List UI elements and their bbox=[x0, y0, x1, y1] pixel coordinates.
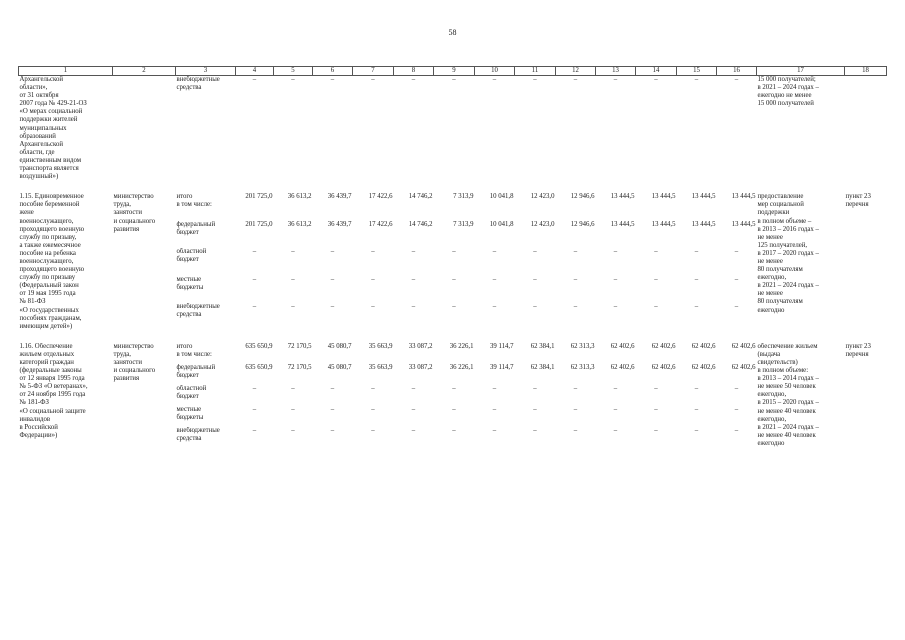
funding-value-cell: – bbox=[452, 303, 456, 311]
column-number-cell: 2 bbox=[113, 67, 176, 76]
executor-cell: министерство труда, занятости и социального развития bbox=[113, 342, 156, 383]
funding-value-cell: 36 613,2 bbox=[287, 220, 312, 228]
column-number-cell: 14 bbox=[636, 67, 677, 76]
funding-value-cell: – bbox=[734, 384, 739, 392]
funding-value-cell: 39 114,7 bbox=[489, 363, 514, 371]
funding-value-cell: 35 663,9 bbox=[368, 363, 393, 371]
funding-source-label: итого в том числе: bbox=[176, 193, 212, 209]
funding-value-cell: – bbox=[654, 426, 658, 434]
funding-value-cell: – bbox=[492, 275, 497, 283]
funding-value-cell: 201 725,0 bbox=[245, 193, 273, 201]
funding-value-cell: – bbox=[291, 76, 295, 83]
funding-value-cell: 62 313,3 bbox=[570, 363, 595, 371]
column-number-cell: 13 bbox=[596, 67, 636, 76]
indicator-cell: обеспечение жильем (выдача свидетельств) в полном объеме: в 2013 – 2014 годах – не менее 50 человек ежегодно, в 2015 – 2020 годах – не менее 40 человек ежегодно, в 2021 – 2024 годах – не менее 40 человек ежегодно bbox=[757, 342, 819, 447]
funding-value-cell: 13 444,5 bbox=[731, 220, 756, 228]
column-number-cell: 8 bbox=[394, 67, 434, 76]
funding-value-cell: – bbox=[654, 405, 658, 413]
measure-name-cell: 1.15. Единовременное пособие беременной жене военнослужащего, проходящего военную службу по призыву, а также ежемесячное пособие на ребенка военнослужащего, проходящего военную службу по призыву (Федеральный закон от 19 мая 1995 года № 81-ФЗ «О государственных пособиях гражданам, имеющим детей») bbox=[19, 193, 85, 330]
funding-value-cell: – bbox=[252, 248, 257, 256]
table-row bbox=[19, 343, 887, 364]
funding-value-cell: 635 650,9 bbox=[245, 342, 273, 350]
row-spacer bbox=[19, 181, 887, 193]
funding-value-cell: 36 226,1 bbox=[449, 363, 474, 371]
funding-value-cell: 13 444,5 bbox=[610, 193, 635, 201]
funding-value-cell: – bbox=[533, 384, 537, 392]
funding-value-cell: – bbox=[291, 303, 295, 311]
funding-value-cell: – bbox=[533, 426, 537, 434]
funding-source-label: федеральный бюджет bbox=[176, 363, 216, 379]
funding-value-cell: 13 444,5 bbox=[651, 193, 676, 201]
funding-value-cell: – bbox=[452, 76, 456, 83]
page-number: 58 bbox=[448, 28, 457, 37]
funding-source-label: внебюджетные средства bbox=[176, 426, 220, 443]
funding-value-cell: – bbox=[371, 275, 375, 283]
funding-value-cell: – bbox=[573, 248, 578, 256]
funding-value-cell: 62 402,6 bbox=[731, 342, 756, 350]
funding-value-cell: – bbox=[492, 76, 497, 83]
funding-value-cell: – bbox=[694, 384, 699, 392]
funding-value-cell: 10 041,8 bbox=[489, 193, 514, 201]
funding-value-cell: – bbox=[330, 248, 335, 256]
funding-source-label: внебюджетные средства bbox=[176, 76, 220, 92]
funding-value-cell: – bbox=[533, 405, 537, 413]
funding-value-cell: – bbox=[330, 76, 335, 83]
funding-value-cell: – bbox=[694, 303, 699, 311]
funding-value-cell: – bbox=[533, 248, 537, 256]
funding-value-cell: – bbox=[573, 405, 578, 413]
funding-source-label: федеральный бюджет bbox=[176, 220, 216, 236]
funding-value-cell: 33 087,2 bbox=[408, 342, 433, 350]
funding-value-cell: – bbox=[613, 384, 618, 392]
funding-value-cell: 36 226,1 bbox=[449, 342, 474, 350]
column-number-cell: 3 bbox=[176, 67, 236, 76]
column-number-cell: 1 bbox=[19, 67, 113, 76]
column-number-cell: 17 bbox=[757, 67, 845, 76]
funding-value-cell: – bbox=[573, 275, 578, 283]
column-number-cell: 11 bbox=[515, 67, 556, 76]
funding-value-cell: 36 439,7 bbox=[327, 193, 352, 201]
funding-value-cell: – bbox=[492, 303, 497, 311]
funding-value-cell: – bbox=[411, 303, 416, 311]
funding-source-label: местные бюджеты bbox=[176, 275, 204, 291]
funding-value-cell: – bbox=[654, 76, 658, 83]
funding-value-cell: 13 444,5 bbox=[651, 220, 676, 228]
reference-cell: пункт 23 перечня bbox=[845, 193, 871, 209]
funding-value-cell: – bbox=[654, 384, 658, 392]
funding-value-cell: – bbox=[291, 384, 295, 392]
column-number-cell: 4 bbox=[236, 67, 274, 76]
funding-value-cell: – bbox=[613, 405, 618, 413]
funding-value-cell: – bbox=[452, 384, 456, 392]
funding-value-cell: 12 946,6 bbox=[570, 193, 595, 201]
reference-cell: пункт 23 перечня bbox=[845, 342, 871, 358]
funding-value-cell: 45 080,7 bbox=[327, 342, 352, 350]
funding-value-cell: – bbox=[291, 426, 295, 434]
funding-value-cell: 62 384,1 bbox=[530, 363, 555, 371]
funding-value-cell: – bbox=[573, 76, 578, 83]
funding-value-cell: – bbox=[694, 76, 699, 83]
funding-value-cell: – bbox=[734, 76, 739, 83]
column-number-cell: 5 bbox=[274, 67, 313, 76]
indicator-cell: 15 000 получателей; в 2021 – 2024 годах – ежегодно не менее 15 000 получателей bbox=[757, 76, 819, 108]
funding-value-cell: 62 313,3 bbox=[570, 342, 595, 350]
funding-source-label: областной бюджет bbox=[176, 248, 207, 264]
funding-value-cell: – bbox=[452, 405, 456, 413]
reference-cell bbox=[845, 76, 887, 182]
funding-value-cell: 201 725,0 bbox=[245, 220, 273, 228]
funding-value-cell: – bbox=[573, 384, 578, 392]
funding-value-cell: – bbox=[613, 303, 618, 311]
funding-value-cell: 72 170,5 bbox=[287, 342, 312, 350]
funding-value-cell: 14 746,2 bbox=[408, 220, 433, 228]
funding-value-cell: – bbox=[330, 303, 335, 311]
funding-value-cell: – bbox=[291, 248, 295, 256]
funding-value-cell: – bbox=[452, 275, 456, 283]
funding-value-cell: – bbox=[411, 275, 416, 283]
column-number-header-row bbox=[19, 67, 887, 76]
funding-value-cell: – bbox=[252, 275, 257, 283]
funding-value-cell: 62 384,1 bbox=[530, 342, 555, 350]
funding-value-cell: – bbox=[291, 405, 295, 413]
funding-value-cell: – bbox=[411, 405, 416, 413]
column-number-cell: 6 bbox=[313, 67, 353, 76]
funding-value-cell: – bbox=[252, 384, 257, 392]
funding-value-cell: 62 402,6 bbox=[651, 363, 676, 371]
funding-value-cell: 17 422,6 bbox=[368, 220, 393, 228]
funding-value-cell: – bbox=[734, 248, 739, 256]
spacer-cell bbox=[19, 331, 887, 343]
funding-value-cell: 7 313,9 bbox=[453, 220, 474, 228]
funding-value-cell: – bbox=[371, 405, 375, 413]
funding-value-cell: – bbox=[371, 426, 375, 434]
funding-value-cell: – bbox=[252, 303, 257, 311]
funding-value-cell: 12 423,0 bbox=[530, 193, 555, 201]
funding-value-cell: 13 444,5 bbox=[610, 220, 635, 228]
funding-value-cell: – bbox=[654, 248, 658, 256]
funding-value-cell: – bbox=[533, 303, 537, 311]
indicator-cell: предоставление мер социальной поддержки в полном объеме – в 2013 – 2016 годах – не менее 125 получателей, в 2017 – 2020 годах – не менее 80 получателям ежегодно, в 2021 – 2024 годах – не менее 80 получателям ежегодно bbox=[757, 193, 819, 314]
funding-value-cell: 62 402,6 bbox=[691, 363, 716, 371]
funding-value-cell: – bbox=[330, 275, 335, 283]
funding-value-cell: 13 444,5 bbox=[691, 193, 716, 201]
funding-source-label: итого в том числе: bbox=[176, 342, 212, 358]
funding-value-cell: – bbox=[613, 76, 618, 83]
funding-value-cell: 72 170,5 bbox=[287, 363, 312, 371]
funding-value-cell: 14 746,2 bbox=[408, 193, 433, 201]
funding-value-cell: – bbox=[734, 303, 739, 311]
table-row bbox=[19, 76, 887, 182]
funding-value-cell: – bbox=[654, 303, 658, 311]
funding-value-cell: – bbox=[411, 426, 416, 434]
funding-value-cell: 33 087,2 bbox=[408, 363, 433, 371]
column-number-cell: 15 bbox=[677, 67, 717, 76]
funding-value-cell: – bbox=[371, 76, 375, 83]
funding-value-cell: – bbox=[573, 303, 578, 311]
funding-value-cell: – bbox=[252, 405, 257, 413]
column-number-cell: 10 bbox=[475, 67, 515, 76]
funding-value-cell: 36 613,2 bbox=[287, 193, 312, 201]
funding-value-cell: 62 402,6 bbox=[651, 342, 676, 350]
funding-value-cell: 45 080,7 bbox=[327, 363, 352, 371]
funding-value-cell: 13 444,5 bbox=[731, 193, 756, 201]
funding-source-label: внебюджетные средства bbox=[176, 303, 220, 319]
funding-value-cell: 635 650,9 bbox=[245, 363, 273, 371]
funding-value-cell: – bbox=[330, 384, 335, 392]
funding-value-cell: 17 422,6 bbox=[368, 193, 393, 201]
funding-value-cell: – bbox=[330, 405, 335, 413]
column-number-cell: 18 bbox=[845, 67, 887, 76]
funding-value-cell: 62 402,6 bbox=[610, 342, 635, 350]
column-number-cell: 7 bbox=[353, 67, 394, 76]
funding-value-cell: 13 444,5 bbox=[691, 220, 716, 228]
funding-value-cell: – bbox=[411, 76, 416, 83]
funding-value-cell: 39 114,7 bbox=[489, 342, 514, 350]
funding-value-cell: – bbox=[694, 426, 699, 434]
funding-value-cell: 7 313,9 bbox=[453, 193, 474, 201]
funding-value-cell: – bbox=[452, 248, 456, 256]
column-number-cell: 16 bbox=[717, 67, 757, 76]
funding-value-cell: – bbox=[371, 384, 375, 392]
funding-value-cell: – bbox=[371, 303, 375, 311]
funding-value-cell: – bbox=[613, 248, 618, 256]
funding-value-cell: – bbox=[252, 76, 257, 83]
funding-value-cell: – bbox=[734, 405, 739, 413]
funding-value-cell: – bbox=[694, 405, 699, 413]
funding-value-cell: – bbox=[411, 384, 416, 392]
funding-value-cell: – bbox=[694, 275, 699, 283]
funding-value-cell: – bbox=[573, 426, 578, 434]
executor-cell bbox=[113, 76, 176, 182]
funding-value-cell: – bbox=[533, 76, 537, 83]
spacer-cell bbox=[19, 181, 887, 193]
funding-value-cell: – bbox=[734, 426, 739, 434]
table-row bbox=[19, 193, 887, 221]
funding-value-cell: 62 402,6 bbox=[731, 363, 756, 371]
row-spacer bbox=[19, 331, 887, 343]
funding-value-cell: – bbox=[492, 426, 497, 434]
funding-value-cell: – bbox=[533, 275, 537, 283]
funding-value-cell: – bbox=[613, 275, 618, 283]
funding-value-cell: – bbox=[492, 384, 497, 392]
program-table bbox=[18, 66, 887, 448]
funding-value-cell: 62 402,6 bbox=[610, 363, 635, 371]
funding-value-cell: – bbox=[291, 275, 295, 283]
funding-source-label: местные бюджеты bbox=[176, 405, 204, 421]
funding-value-cell: 12 946,6 bbox=[570, 220, 595, 228]
funding-value-cell: – bbox=[613, 426, 618, 434]
funding-value-cell: – bbox=[411, 248, 416, 256]
funding-value-cell: – bbox=[492, 405, 497, 413]
funding-value-cell: – bbox=[371, 248, 375, 256]
funding-value-cell: 10 041,8 bbox=[489, 220, 514, 228]
measure-name-cell: 1.16. Обеспечение жильем отдельных категорий граждан (федеральные законы от 12 января 1995 года № 5-ФЗ «О ветеранах», от 24 ноября 1995 года № 181-ФЗ «О социальной защите инвалидов в Российской Федерации») bbox=[19, 342, 88, 439]
executor-cell: министерство труда, занятости и социального развития bbox=[113, 193, 156, 233]
funding-value-cell: 35 663,9 bbox=[368, 342, 393, 350]
funding-value-cell: – bbox=[330, 426, 335, 434]
funding-value-cell: – bbox=[252, 426, 257, 434]
column-number-cell: 12 bbox=[556, 67, 596, 76]
funding-value-cell: – bbox=[492, 248, 497, 256]
funding-value-cell: 62 402,6 bbox=[691, 342, 716, 350]
measure-name-cell: Архангельской области», от 31 октября 2007 года № 429-21-ОЗ «О мерах социальной поддержки жителей муниципальных образований Архангельской области, где единственным видом транспорта является воздушный») bbox=[19, 76, 87, 181]
funding-value-cell: – bbox=[654, 275, 658, 283]
funding-value-cell: 12 423,0 bbox=[530, 220, 555, 228]
funding-value-cell: – bbox=[734, 275, 739, 283]
funding-value-cell: – bbox=[694, 248, 699, 256]
funding-value-cell: – bbox=[452, 426, 456, 434]
funding-source-label: областной бюджет bbox=[176, 384, 207, 400]
funding-value-cell: 36 439,7 bbox=[327, 220, 352, 228]
column-number-cell: 9 bbox=[434, 67, 475, 76]
